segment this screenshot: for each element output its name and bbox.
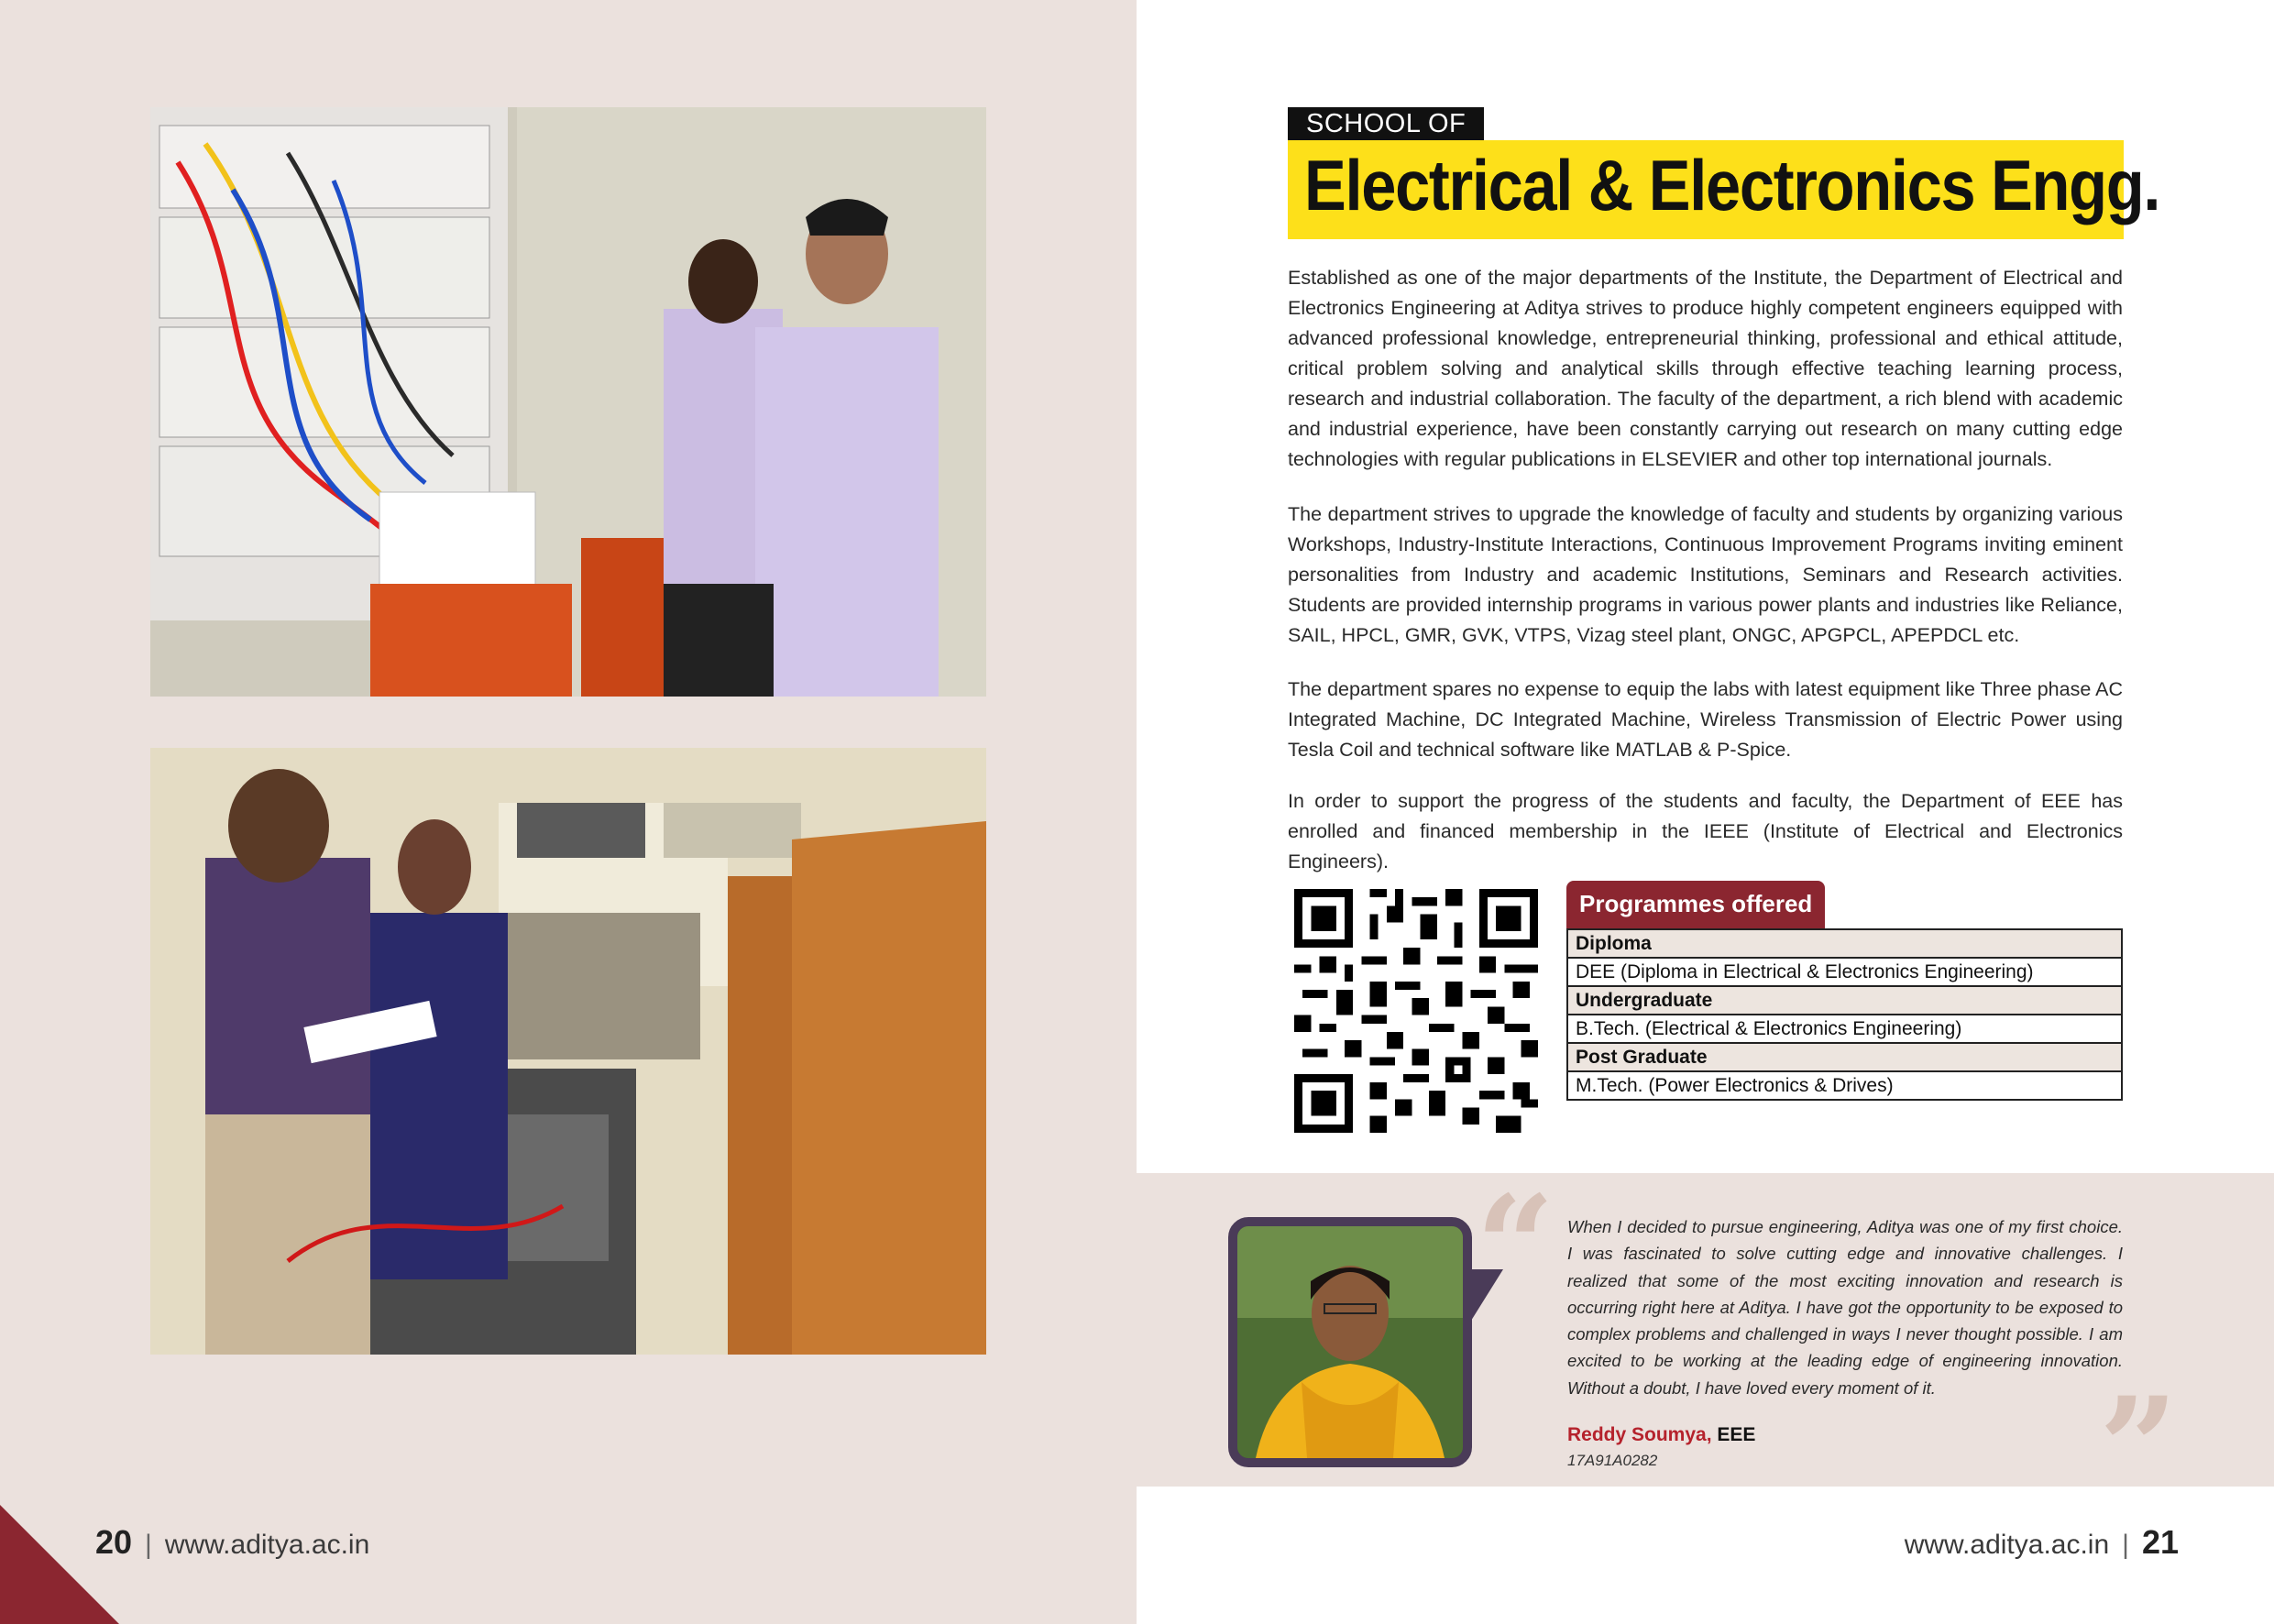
page-number-right: 21 — [2141, 1523, 2179, 1561]
qr-code[interactable] — [1294, 889, 1538, 1133]
table-row — [1567, 1015, 2122, 1043]
lab-photo-machines-lab — [150, 748, 986, 1355]
programme-level-undergraduate: Undergraduate — [1567, 986, 2122, 1015]
table-row — [1567, 1071, 2122, 1100]
table-row — [1567, 1043, 2122, 1071]
testimonial-text: When I decided to pursue engineering, Aditya was one of my first choice. I was fascinated to solve cutting edge and innovative challenges. I realized that some of the most exciting innovation and research is occurring right here at Aditya. I have got the opportunity to be exposed to complex problems and challenged in ways I never thought possible. I am excited to be working at the leading edge of engineering innovation. Without a doubt, I have loved every moment of it. — [1567, 1217, 2123, 1398]
programme-dee: DEE (Diploma in Electrical & Electronics Engineering) — [1567, 958, 2122, 986]
page-title: Electrical & Electronics Engg. — [1304, 145, 2160, 225]
right-page-footer — [1905, 1523, 2179, 1562]
labs-paragraph: The department spares no expense to equip the labs with latest equipment like Three phase AC Integrated Machine, DC Integrated Machine, Wireless Transmission of Electric Power using Tesla Coil and technical software like MATLAB & P-Spice. — [1288, 678, 2123, 761]
intro-paragraph: Established as one of the major departments of the Institute, the Department of Electrical and Electronics Engineering at Aditya strives to produce highly competent engineers equipped with advanced professional knowledge, entrepreneurial thinking, professional and ethical attitude, critical problem solving and analytical skills through effective teaching learning process, research and industrial collaboration. The faculty of the department, a rich blend with academic and industrial experience, have been constantly carrying out research on many cutting edge technologies with regular publications in ELSEVIER and other top international journals. — [1288, 267, 2123, 470]
author-dept: EEE — [1717, 1424, 1756, 1445]
programmes-heading: Programmes offered — [1566, 881, 1825, 928]
ieee-paragraph: In order to support the progress of the students and faculty, the Department of EEE has enrolled and financed membership in the IEEE (Institute of Electrical and Electronics Engineers). — [1288, 790, 2123, 872]
workshops-paragraph: The department strives to upgrade the knowledge of faculty and students by organizing various Workshops, Industry-Institute Interactions, Continuous Improvement Programs inviting eminent personalities from Industry and academic Institutions, Seminars and Research activities. Students are provided internship programs in various power plants and industries like Reliance, SAIL, HPCL, GMR, GVK, VTPS, Vizag steel plant, ONGC, APGPCL, APEPDCL etc. — [1288, 503, 2123, 646]
website-link-right[interactable]: www.aditya.ac.in — [1904, 1530, 2110, 1560]
footer-separator: | — [145, 1530, 152, 1560]
table-row — [1567, 929, 2122, 958]
school-label: SCHOOL OF — [1288, 107, 1484, 141]
lab-photo-students-at-panel — [150, 107, 986, 697]
table-row — [1567, 986, 2122, 1015]
close-quote-mark: ” — [2099, 1367, 2179, 1529]
author-name: Reddy Soumya, — [1567, 1424, 1712, 1445]
programme-btech: B.Tech. (Electrical & Electronics Engineering) — [1567, 1015, 2122, 1043]
programme-mtech: M.Tech. (Power Electronics & Drives) — [1567, 1071, 2122, 1100]
website-link-left[interactable]: www.aditya.ac.in — [164, 1530, 370, 1560]
footer-separator: | — [2122, 1530, 2129, 1560]
author-roll-number: 17A91A0282 — [1567, 1452, 1658, 1469]
title-bar — [1288, 140, 2160, 239]
student-photo — [1228, 1217, 1472, 1467]
table-row — [1567, 958, 2122, 986]
open-quote-mark: “ — [1476, 1166, 1555, 1327]
programmes-table — [1566, 928, 2123, 1101]
programme-level-postgraduate: Post Graduate — [1567, 1043, 2122, 1071]
left-page-footer — [95, 1523, 369, 1562]
page-number-left: 20 — [95, 1523, 133, 1561]
testimonial-author — [1567, 1424, 1755, 1446]
programme-level-diploma: Diploma — [1567, 929, 2122, 958]
